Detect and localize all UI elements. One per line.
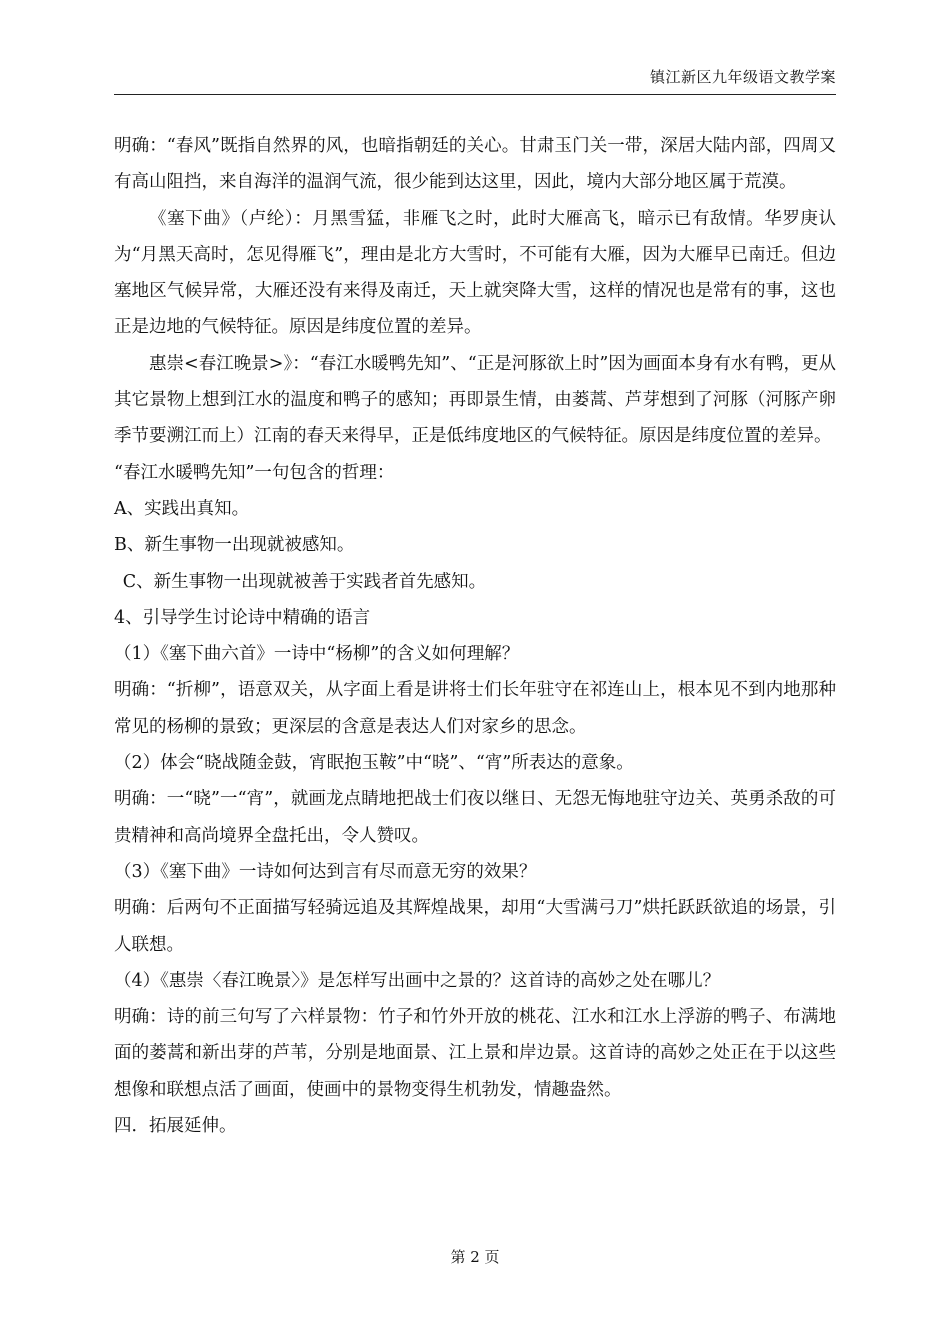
answer-2: 明确：一“晓”一“宵”，就画龙点睛地把战士们夜以继日、无怨无悔地驻守边关、英勇杀敌的可贵精神和高尚境界全盘托出，令人赞叹。 [114, 789, 836, 846]
paragraph-huichong: 惠崇<春江晚景>》：“春江水暖鸭先知”、“正是河豚欲上时”因为画面本身有水有鸭，更从其它景物上想到江水的温度和鸭子的感知；再即景生情，由蒌蒿、芦芽想到了河豚（河豚产卵季节要溯江而上）江南的春天来得早，正是低纬度地区的气候特征。原因是纬度位置的差异。 [114, 353, 836, 447]
question-1: （1）《塞下曲六首》一诗中“杨柳”的含义如何理解？ [114, 644, 520, 665]
section-heading-4: 4、引导学生讨论诗中精确的语言 [114, 607, 371, 628]
header-divider [114, 94, 836, 95]
page-header: 镇江新区九年级语文教学案 [649, 68, 836, 86]
paragraph-chunfeng: 明确：“春风”既指自然界的风，也暗指朝廷的关心。甘肃玉门关一带，深居大陆内部，四周又有高山阻挡，来自海洋的温润气流，很少能到达这里，因此，境内大部分地区属于荒漠。 [114, 136, 836, 193]
document-body [114, 128, 836, 1144]
answer-3: 明确：后两句不正面描写轻骑远追及其辉煌战果，却用“大雪满弓刀”烘托跃跃欲追的场景，引人联想。 [114, 898, 836, 955]
question-2: （2）体会“晓战随金鼓，宵眠抱玉鞍”中“晓”、“宵”所表达的意象。 [114, 753, 634, 774]
paragraph-saixiaqu-lulun: 《塞下曲》（卢纶）：月黑雪猛，非雁飞之时，此时大雁高飞，暗示已有敌情。华罗庚认为“月黑天高时，怎见得雁飞”，理由是北方大雪时，不可能有大雁，因为大雁早已南迁。但边塞地区气候异常，大雁还没有来得及南迁，天上就突降大雪，这样的情况也是常有的事，这也正是边地的气候特征。原因是纬度位置的差异。 [114, 208, 836, 338]
question-3: （3）《塞下曲》一诗如何达到言有尽而意无穷的效果？ [114, 861, 537, 882]
question-4: （4）《惠崇〈春江晚景〉》是怎样写出画中之景的？这首诗的高妙之处在哪儿？ [114, 970, 721, 991]
option-a: A、实践出真知。 [114, 498, 250, 519]
answer-1: 明确：“折柳”，语意双关，从字面上看是讲将士们长年驻守在祁连山上，根本见不到内地那种常见的杨柳的景致；更深层的含意是表达人们对家乡的思念。 [114, 680, 836, 737]
section-heading-extension: 四．拓展延伸。 [114, 1116, 237, 1137]
answer-4: 明确：诗的前三句写了六样景物：竹子和竹外开放的桃花、江水和江水上浮游的鸭子、布满地面的蒌蒿和新出芽的芦苇，分别是地面景、江上景和岸边景。这首诗的高妙之处正在于以这些想像和联想点活了画面，使画中的景物变得生机勃发，情趣盎然。 [114, 1007, 836, 1100]
paragraph-philosophy-question: “春江水暖鸭先知”一句包含的哲理： [114, 462, 395, 483]
option-c: C、新生事物一出现就被善于实践者首先感知。 [122, 571, 487, 592]
page-number: 第 2 页 [450, 1248, 500, 1266]
option-b: B、新生事物一出现就被感知。 [114, 535, 355, 556]
